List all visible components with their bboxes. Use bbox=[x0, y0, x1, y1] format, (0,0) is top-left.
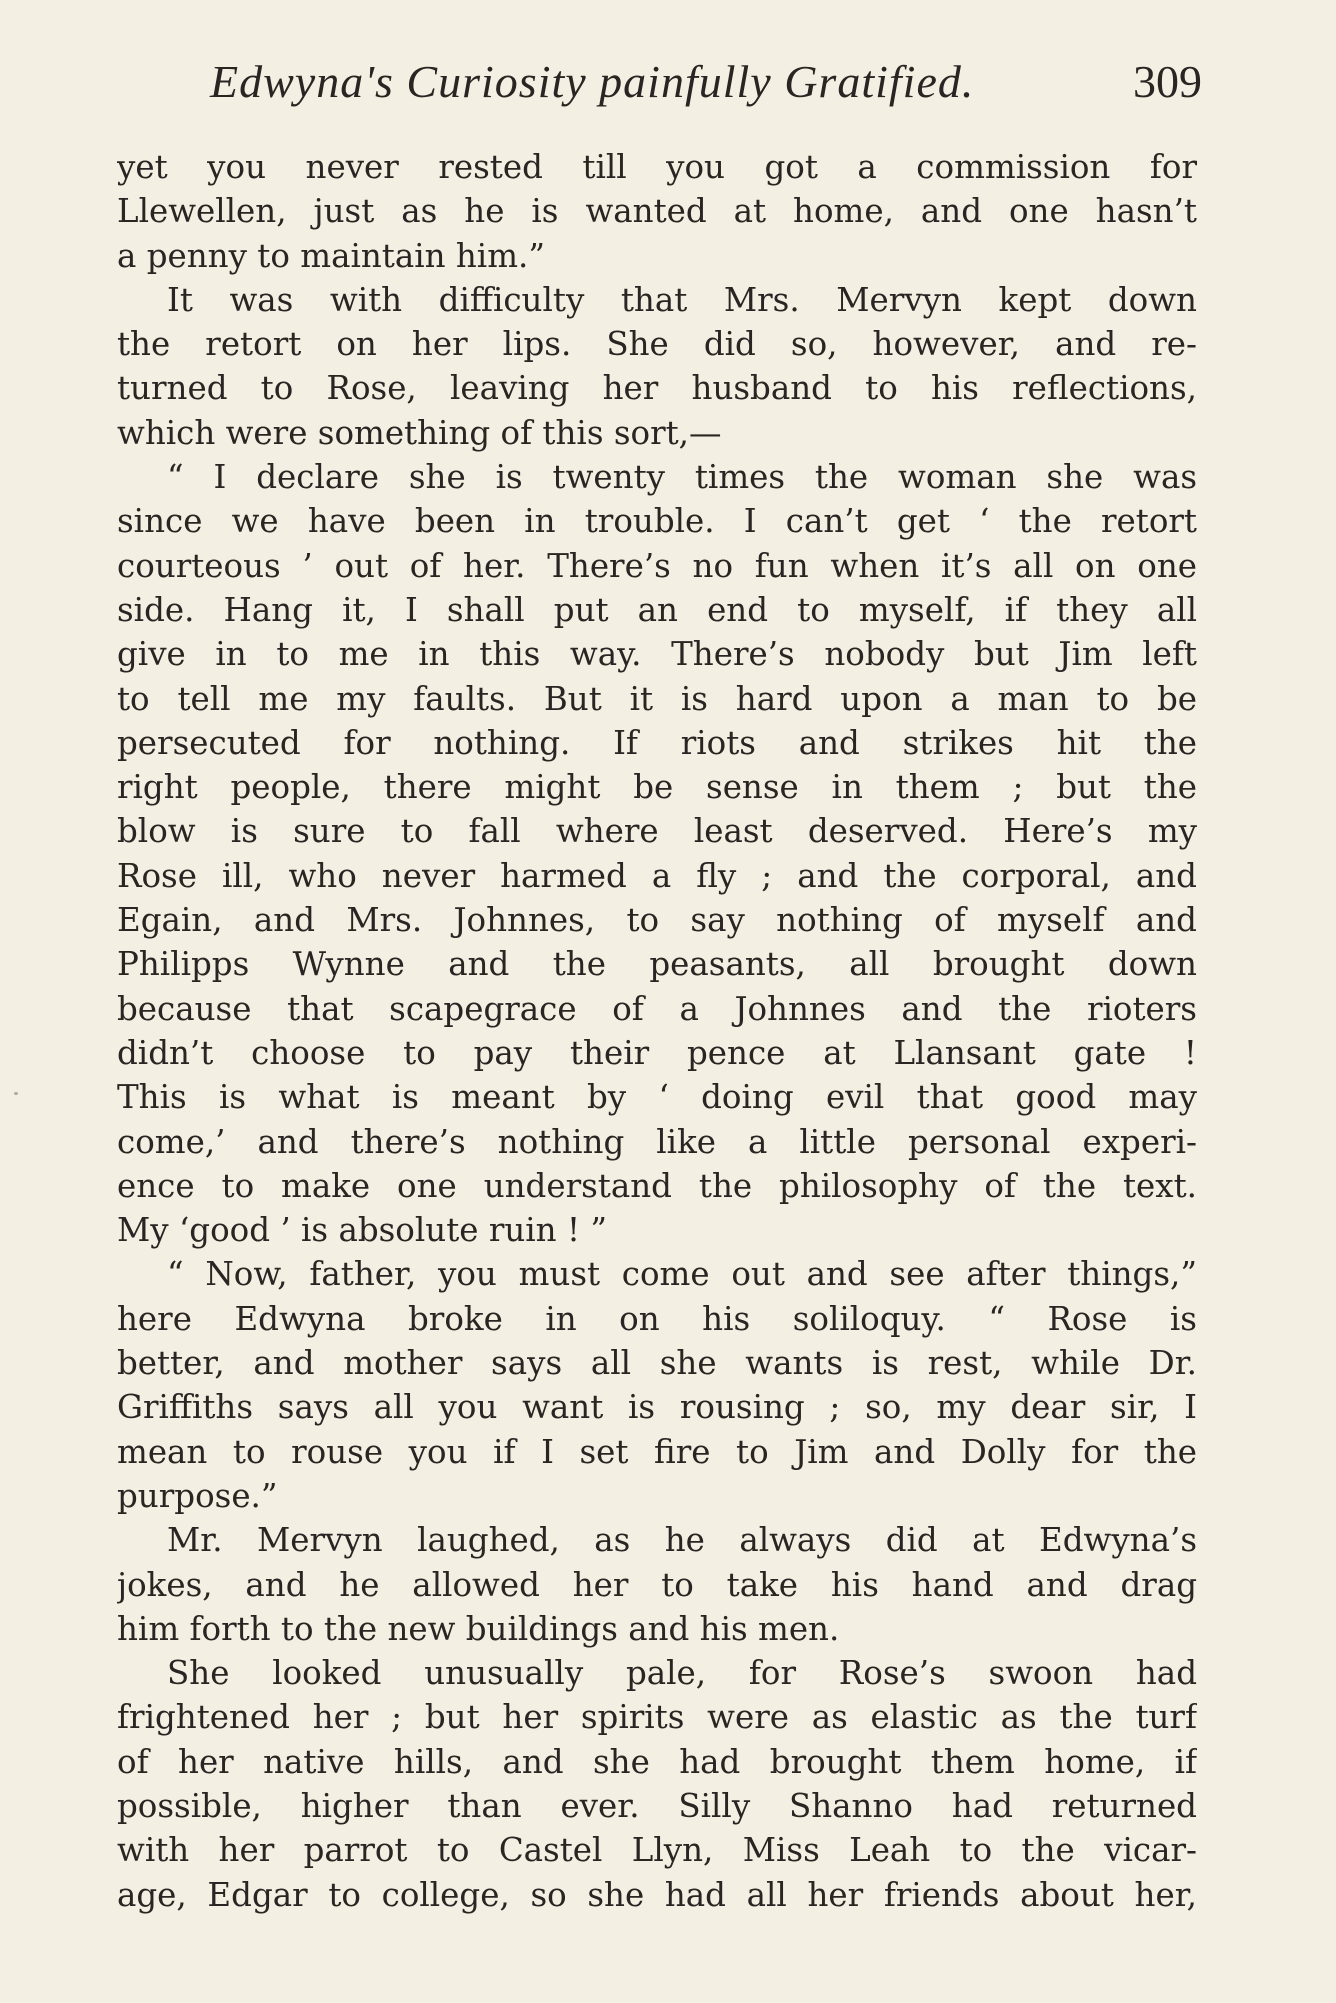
page-number: 309 bbox=[1133, 56, 1202, 107]
text-line: blow is sure to fall where least deserved. Here’s my bbox=[117, 812, 1197, 851]
text-line: with her parrot to Castel Llyn, Miss Leah to the vicar- bbox=[117, 1831, 1197, 1870]
text-line: the retort on her lips. She did so, however, and re- bbox=[117, 325, 1197, 364]
text-line: jokes, and he allowed her to take his hand and drag bbox=[117, 1565, 1197, 1604]
text-line: It was with difficulty that Mrs. Mervyn kept down bbox=[167, 280, 1197, 319]
text-line: yet you never rested till you got a commission for bbox=[117, 148, 1197, 186]
text-line: a penny to maintain him.” bbox=[117, 236, 545, 275]
text-line: Rose ill, who never harmed a fly ; and the corporal, and bbox=[117, 856, 1197, 895]
text-line: better, and mother says all she wants is rest, while Dr. bbox=[117, 1344, 1197, 1383]
text-line: come,’ and there’s nothing like a little personal experi- bbox=[117, 1122, 1197, 1161]
text-line: him forth to the new buildings and his men. bbox=[117, 1609, 840, 1648]
text-line: of her native hills, and she had brought them home, if bbox=[117, 1742, 1197, 1781]
text-line: since we have been in trouble. I can’t get ‘ the retort bbox=[117, 502, 1197, 541]
text-line: mean to rouse you if I set fire to Jim and Dolly for the bbox=[117, 1432, 1197, 1471]
paper-fleck bbox=[14, 1092, 18, 1095]
text-line: didn’t choose to pay their pence at Llansant gate ! bbox=[117, 1033, 1197, 1072]
running-title: Edwyna's Curiosity painfully Gratified. bbox=[210, 56, 975, 107]
text-line: Llewellen, just as he is wanted at home, and one hasn’t bbox=[117, 192, 1197, 231]
text-line: “ Now, father, you must come out and see after things,” bbox=[167, 1255, 1197, 1294]
text-line: side. Hang it, I shall put an end to myself, if they all bbox=[117, 590, 1197, 629]
text-line: Egain, and Mrs. Johnnes, to say nothing of myself and bbox=[117, 901, 1197, 940]
text-line: because that scapegrace of a Johnnes and the rioters bbox=[117, 989, 1197, 1028]
text-line: courteous ’ out of her. There’s no fun when it’s all on one bbox=[117, 546, 1197, 585]
text-line: Philipps Wynne and the peasants, all brought down bbox=[117, 945, 1197, 984]
text-line: My ‘good ’ is absolute ruin ! ” bbox=[117, 1211, 607, 1250]
text-line: This is what is meant by ‘ doing evil that good may bbox=[117, 1078, 1197, 1117]
text-line: frightened her ; but her spirits were as elastic as the turf bbox=[117, 1698, 1197, 1737]
body-text bbox=[117, 145, 1197, 1917]
text-line: which were something of this sort,— bbox=[117, 413, 722, 452]
running-head bbox=[210, 52, 1202, 112]
text-line: persecuted for nothing. If riots and strikes hit the bbox=[117, 723, 1197, 762]
text-line: turned to Rose, leaving her husband to his reflections, bbox=[117, 369, 1197, 408]
text-line: purpose.” bbox=[117, 1476, 278, 1515]
text-line: possible, higher than ever. Silly Shanno had returned bbox=[117, 1786, 1197, 1825]
text-line: right people, there might be sense in them ; but the bbox=[117, 768, 1197, 807]
text-line: to tell me my faults. But it is hard upon a man to be bbox=[117, 679, 1197, 718]
text-line: age, Edgar to college, so she had all her friends about her, bbox=[117, 1875, 1197, 1914]
text-line: give in to me in this way. There’s nobody but Jim left bbox=[117, 635, 1197, 674]
text-line: “ I declare she is twenty times the woman she was bbox=[167, 458, 1197, 497]
text-line: Griffiths says all you want is rousing ; so, my dear sir, I bbox=[117, 1388, 1197, 1427]
text-line: here Edwyna broke in on his soliloquy. “ Rose is bbox=[117, 1299, 1197, 1338]
text-line: ence to make one understand the philosophy of the text. bbox=[117, 1166, 1197, 1205]
text-line: Mr. Mervyn laughed, as he always did at Edwyna’s bbox=[167, 1521, 1197, 1560]
text-line: She looked unusually pale, for Rose’s swoon had bbox=[167, 1654, 1197, 1693]
